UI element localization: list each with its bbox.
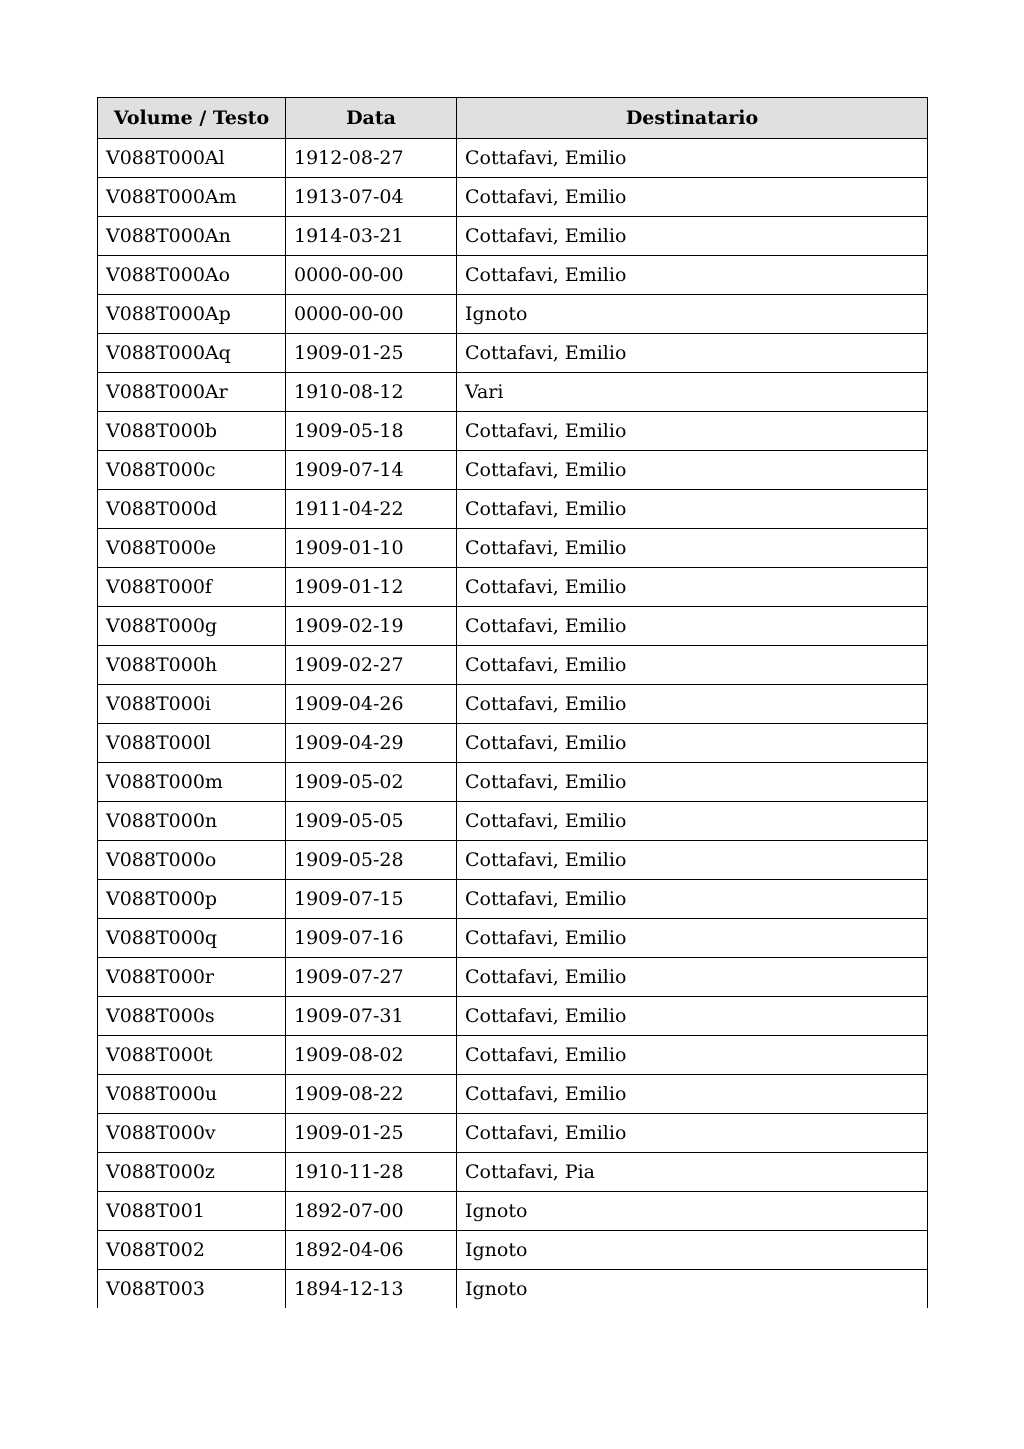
cell-date: 1913-07-04 (286, 178, 457, 217)
cell-recipient: Cottafavi, Emilio (457, 919, 928, 958)
cell-volume: V088T000n (98, 802, 286, 841)
table-row (98, 139, 928, 178)
cell-volume: V088T000r (98, 958, 286, 997)
cell-recipient: Cottafavi, Emilio (457, 529, 928, 568)
column-header-recipient: Destinatario (457, 98, 928, 139)
cell-recipient: Cottafavi, Emilio (457, 997, 928, 1036)
cell-recipient: Cottafavi, Emilio (457, 1114, 928, 1153)
table-row (98, 919, 928, 958)
table-row (98, 1153, 928, 1192)
cell-volume: V088T000e (98, 529, 286, 568)
cell-volume: V088T000u (98, 1075, 286, 1114)
cell-date: 1892-07-00 (286, 1192, 457, 1231)
cell-date: 1909-04-26 (286, 685, 457, 724)
cell-volume: V088T002 (98, 1231, 286, 1270)
cell-date: 1914-03-21 (286, 217, 457, 256)
cell-volume: V088T000g (98, 607, 286, 646)
cell-date: 1909-07-31 (286, 997, 457, 1036)
table-row (98, 685, 928, 724)
table-row (98, 1270, 928, 1309)
table-row (98, 373, 928, 412)
cell-date: 1894-12-13 (286, 1270, 457, 1309)
cell-date: 1892-04-06 (286, 1231, 457, 1270)
table-row (98, 490, 928, 529)
cell-recipient: Cottafavi, Emilio (457, 763, 928, 802)
cell-date: 1909-07-27 (286, 958, 457, 997)
cell-volume: V088T000h (98, 646, 286, 685)
cell-recipient: Cottafavi, Emilio (457, 841, 928, 880)
table-row (98, 802, 928, 841)
table-row (98, 451, 928, 490)
cell-recipient: Cottafavi, Emilio (457, 1036, 928, 1075)
column-header-volume: Volume / Testo (98, 98, 286, 139)
cell-recipient: Cottafavi, Emilio (457, 802, 928, 841)
table-row (98, 178, 928, 217)
cell-recipient: Cottafavi, Emilio (457, 607, 928, 646)
cell-recipient: Cottafavi, Emilio (457, 685, 928, 724)
table-row (98, 568, 928, 607)
table-row (98, 217, 928, 256)
cell-volume: V088T000o (98, 841, 286, 880)
table-row (98, 1036, 928, 1075)
cell-date: 1911-04-22 (286, 490, 457, 529)
cell-date: 1909-02-27 (286, 646, 457, 685)
table-row (98, 997, 928, 1036)
cell-date: 1909-08-02 (286, 1036, 457, 1075)
cell-recipient: Ignoto (457, 295, 928, 334)
cell-volume: V088T001 (98, 1192, 286, 1231)
cell-date: 1909-01-10 (286, 529, 457, 568)
cell-recipient: Vari (457, 373, 928, 412)
cell-recipient: Cottafavi, Pia (457, 1153, 928, 1192)
cell-volume: V088T000An (98, 217, 286, 256)
cell-date: 1909-01-25 (286, 1114, 457, 1153)
table-row (98, 1114, 928, 1153)
cell-recipient: Cottafavi, Emilio (457, 646, 928, 685)
cell-recipient: Ignoto (457, 1231, 928, 1270)
cell-volume: V088T000m (98, 763, 286, 802)
cell-volume: V088T000d (98, 490, 286, 529)
cell-volume: V088T000c (98, 451, 286, 490)
cell-volume: V088T000z (98, 1153, 286, 1192)
cell-recipient: Cottafavi, Emilio (457, 178, 928, 217)
cell-volume: V088T000b (98, 412, 286, 451)
table-header-row (98, 98, 928, 139)
table-body (98, 139, 928, 1309)
column-header-date: Data (286, 98, 457, 139)
table-row (98, 880, 928, 919)
cell-date: 0000-00-00 (286, 295, 457, 334)
table-row (98, 763, 928, 802)
cell-recipient: Cottafavi, Emilio (457, 880, 928, 919)
table-row (98, 334, 928, 373)
table-row (98, 412, 928, 451)
cell-recipient: Cottafavi, Emilio (457, 412, 928, 451)
table-row (98, 607, 928, 646)
table-row (98, 724, 928, 763)
cell-recipient: Cottafavi, Emilio (457, 139, 928, 178)
cell-date: 0000-00-00 (286, 256, 457, 295)
table-row (98, 841, 928, 880)
cell-recipient: Cottafavi, Emilio (457, 958, 928, 997)
table-row (98, 295, 928, 334)
cell-volume: V088T000l (98, 724, 286, 763)
cell-date: 1909-05-02 (286, 763, 457, 802)
cell-volume: V088T003 (98, 1270, 286, 1309)
cell-recipient: Cottafavi, Emilio (457, 217, 928, 256)
cell-date: 1909-05-28 (286, 841, 457, 880)
cell-volume: V088T000Aq (98, 334, 286, 373)
cell-recipient: Cottafavi, Emilio (457, 1075, 928, 1114)
cell-volume: V088T000p (98, 880, 286, 919)
cell-recipient: Ignoto (457, 1270, 928, 1309)
cell-date: 1910-11-28 (286, 1153, 457, 1192)
cell-volume: V088T000Ap (98, 295, 286, 334)
cell-volume: V088T000f (98, 568, 286, 607)
cell-date: 1909-07-15 (286, 880, 457, 919)
cell-date: 1909-05-18 (286, 412, 457, 451)
cell-date: 1909-07-14 (286, 451, 457, 490)
cell-volume: V088T000s (98, 997, 286, 1036)
table-row (98, 1192, 928, 1231)
table-row (98, 958, 928, 997)
cell-recipient: Cottafavi, Emilio (457, 490, 928, 529)
cell-date: 1909-01-12 (286, 568, 457, 607)
cell-volume: V088T000t (98, 1036, 286, 1075)
cell-recipient: Cottafavi, Emilio (457, 451, 928, 490)
letters-table (97, 97, 928, 1308)
cell-volume: V088T000v (98, 1114, 286, 1153)
cell-volume: V088T000q (98, 919, 286, 958)
table-row (98, 1075, 928, 1114)
cell-date: 1909-08-22 (286, 1075, 457, 1114)
cell-volume: V088T000Ar (98, 373, 286, 412)
cell-date: 1909-04-29 (286, 724, 457, 763)
table-row (98, 1231, 928, 1270)
table-row (98, 256, 928, 295)
cell-volume: V088T000Am (98, 178, 286, 217)
cell-recipient: Ignoto (457, 1192, 928, 1231)
cell-recipient: Cottafavi, Emilio (457, 568, 928, 607)
cell-date: 1912-08-27 (286, 139, 457, 178)
cell-recipient: Cottafavi, Emilio (457, 256, 928, 295)
table-row (98, 646, 928, 685)
cell-date: 1909-07-16 (286, 919, 457, 958)
cell-recipient: Cottafavi, Emilio (457, 334, 928, 373)
table-row (98, 529, 928, 568)
cell-recipient: Cottafavi, Emilio (457, 724, 928, 763)
cell-volume: V088T000i (98, 685, 286, 724)
cell-volume: V088T000Ao (98, 256, 286, 295)
cell-date: 1909-05-05 (286, 802, 457, 841)
cell-date: 1910-08-12 (286, 373, 457, 412)
cell-date: 1909-01-25 (286, 334, 457, 373)
cell-date: 1909-02-19 (286, 607, 457, 646)
cell-volume: V088T000Al (98, 139, 286, 178)
